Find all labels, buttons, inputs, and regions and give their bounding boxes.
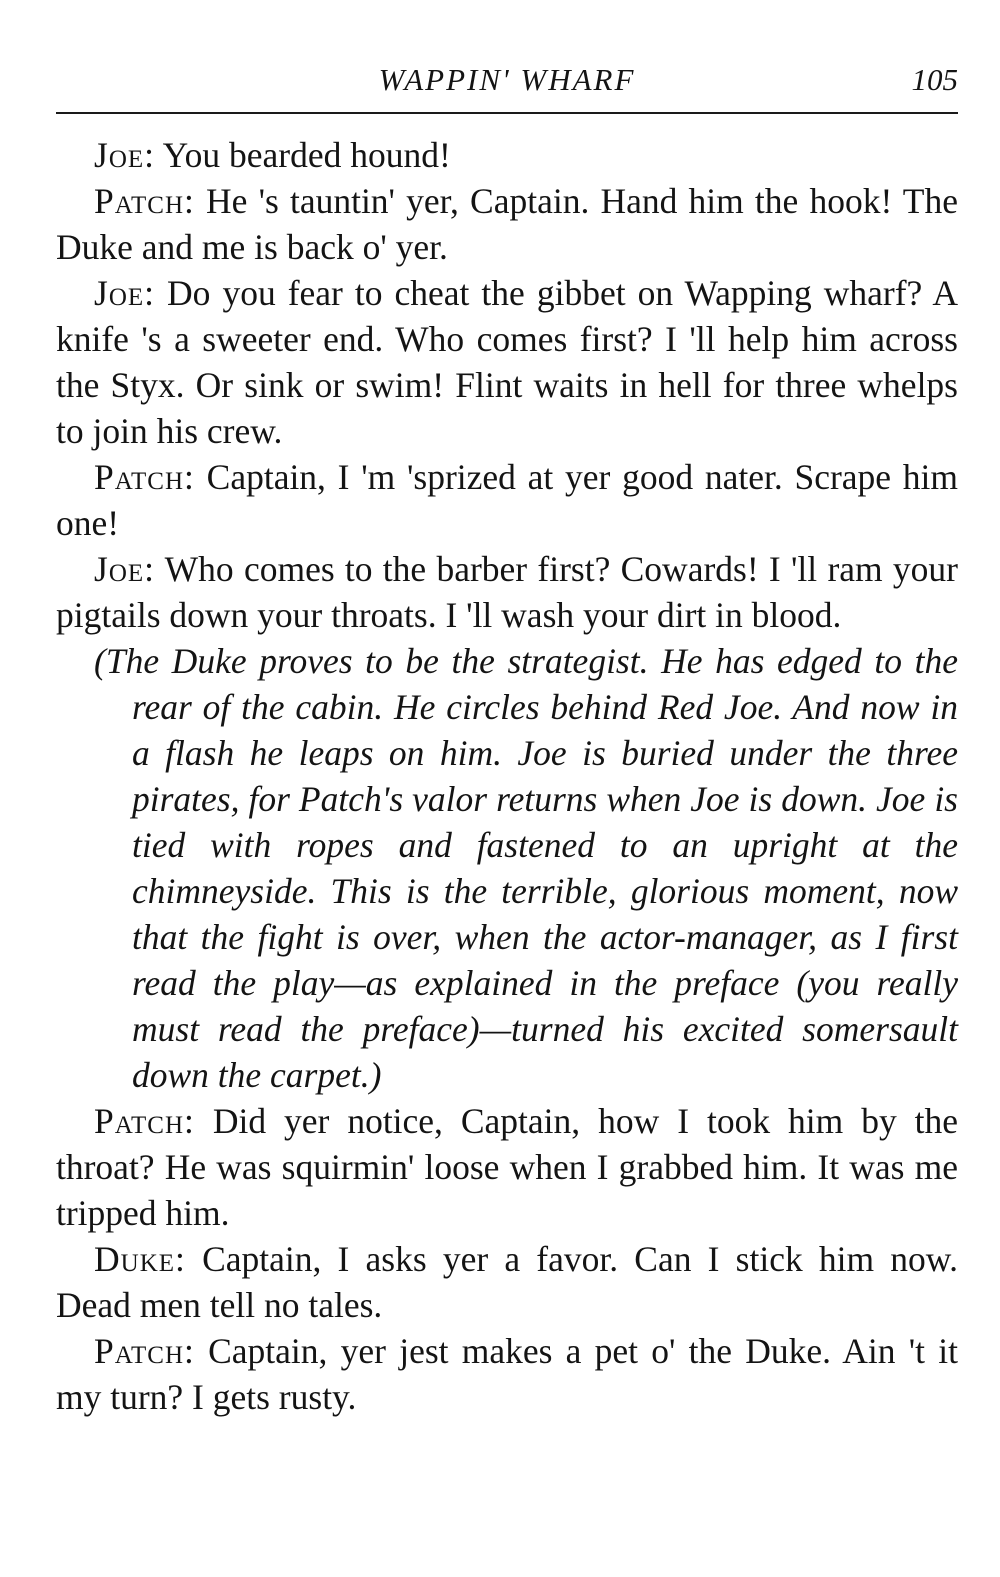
speaker-name: Joe: [94,549,156,589]
dialogue-line [56,454,958,546]
dialogue-text: Captain, I 'm 'sprized at yer good nater. Scrape him one! [56,457,959,543]
stage-direction: (The Duke proves to be the strategist. He has edged to the rear of the cabin. He circles behind Red Joe. And now in a flash he leaps on him. Joe is buried under the three pirates, for Patch's valor returns when Joe is down. Joe is tied with ropes and fastened to an upright at the chimneyside. This is the terrible, glorious moment, now that the fight is over, when the actor-manager, as I first read the play—as explained in the preface (you really must read the preface)—turned his excited somersault down the carpet.) [94,641,958,1095]
dialogue-line [56,546,958,638]
dialogue-text: He 's tauntin' yer, Captain. Hand him the hook! The Duke and me is back o' yer. [56,181,958,267]
dialogue-line [56,178,958,270]
dialogue-line [56,1236,958,1328]
play-text [56,132,958,1420]
header-rule [56,112,958,114]
dialogue-text: Captain, yer jest makes a pet o' the Duke. Ain 't it my turn? I gets rusty. [56,1331,958,1417]
dialogue-text: Who comes to the barber first? Cowards! I 'll ram your pigtails down your throats. I 'll wash your dirt in blood. [56,549,958,635]
dialogue-text: Did yer notice, Captain, how I took him by the throat? He was squirmin' loose when I grabbed him. It was me tripped him. [56,1101,959,1233]
speaker-name: Patch: [94,1101,195,1141]
speaker-name: Patch: [94,457,195,497]
dialogue-line [56,132,958,178]
speaker-name: Duke: [94,1239,186,1279]
dialogue-line [56,1098,958,1236]
speaker-name: Patch: [94,1331,195,1371]
speaker-name: Patch: [94,181,195,221]
dialogue-text: Do you fear to cheat the gibbet on Wapping wharf? A knife 's a sweeter end. Who comes first? I 'll help him across the Styx. Or sink or swim! Flint waits in hell for three whelps to join his crew. [56,273,959,451]
dialogue-line [56,270,958,454]
dialogue-text: You bearded hound! [162,135,451,175]
running-title: WAPPIN' WHARF [378,62,636,97]
page-number: 105 [911,62,958,97]
dialogue-text: Captain, I asks yer a favor. Can I stick him now. Dead men tell no tales. [56,1239,959,1325]
dialogue-line [56,1328,958,1420]
running-head [56,60,958,104]
speaker-name: Joe: [94,135,156,175]
speaker-name: Joe: [94,273,156,313]
